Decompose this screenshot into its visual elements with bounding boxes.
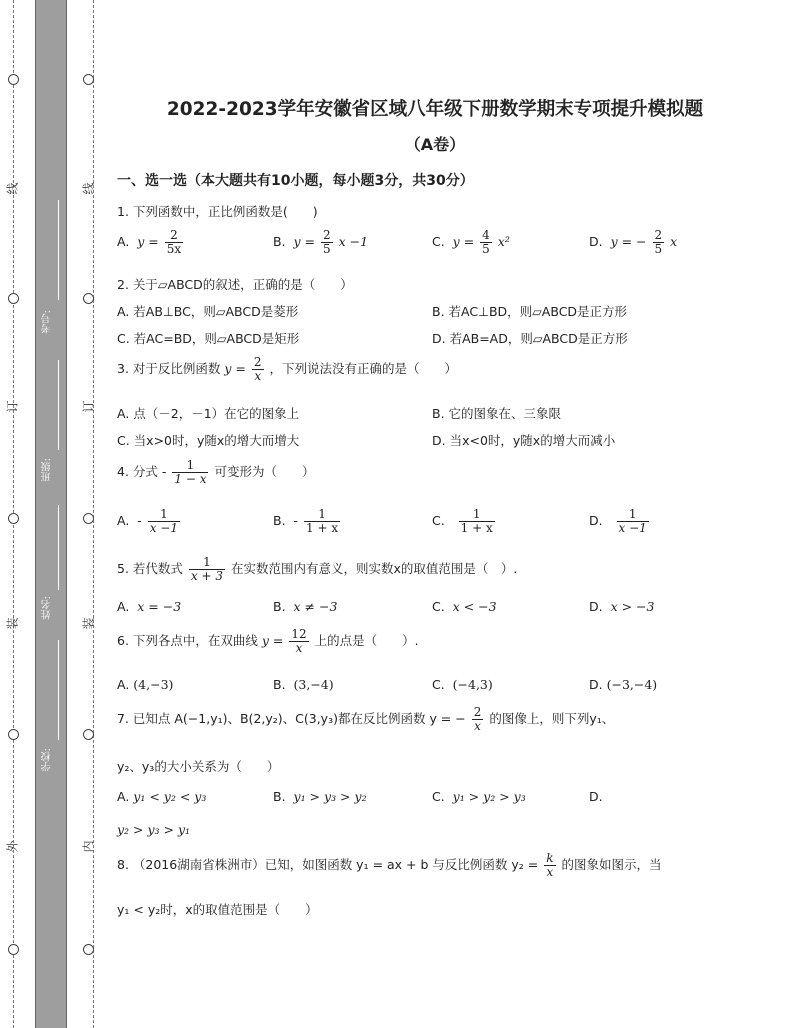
fraction xyxy=(544,852,555,879)
option-expr: y₁ > y₃ > y₂ xyxy=(293,789,367,804)
q3-option-a[interactable]: A. 点（－2，－1）在它的图象上 xyxy=(117,406,300,421)
stem-text: 7. 已知点 A(−1,y₁)、B(2,y₂)、C(3,y₃)都在反比例函数 y = − xyxy=(117,711,466,726)
margin-char: 内 xyxy=(81,840,96,853)
margin-char: 订 xyxy=(5,400,20,413)
fraction xyxy=(165,229,183,256)
q2-option-b[interactable]: B. 若AC⊥BD，则▱ABCD是正方形 xyxy=(432,304,628,319)
option-label: C. xyxy=(432,234,445,249)
numerator: 2 xyxy=(165,229,183,243)
fraction xyxy=(653,229,665,256)
q3-option-b[interactable]: B. 它的图象在、三象限 xyxy=(432,406,562,421)
denominator: x −1 xyxy=(149,521,179,535)
stem-text: ，下列说法没有正确的是（ ） xyxy=(269,361,458,376)
stem-text: 的图像上，则下列y₁、 xyxy=(489,711,615,726)
function-name: y = xyxy=(224,361,246,376)
hole-marker xyxy=(83,74,94,85)
class-label: 班级: xyxy=(42,458,53,482)
denominator: 5x xyxy=(166,242,182,256)
option-label: A. xyxy=(117,513,130,528)
margin-char: 订 xyxy=(81,400,96,413)
page-title: 2022-2023学年安徽省区域八年级下册数学期末专项提升模拟题 xyxy=(166,99,704,120)
option-expr: x ≠ −3 xyxy=(293,599,338,614)
q7-option-a[interactable] xyxy=(117,789,206,804)
option-label: A. xyxy=(117,677,130,692)
option-expr: y = xyxy=(452,234,475,249)
option-expr: (3,−4) xyxy=(293,677,334,692)
exam-number-label: 考号: xyxy=(42,310,53,334)
question-4-stem xyxy=(117,459,314,486)
school-label: 学校: xyxy=(42,748,53,772)
stem-text: 的图象如图示，当 xyxy=(561,857,662,872)
exam-number-blank[interactable] xyxy=(58,200,59,300)
option-label: B. xyxy=(273,677,286,692)
option-expr: y = xyxy=(293,234,316,249)
hole-marker xyxy=(8,729,19,740)
q2-option-d[interactable]: D. 若AB=AD，则▱ABCD是正方形 xyxy=(432,331,628,346)
hole-marker xyxy=(83,513,94,524)
numerator: 1 xyxy=(189,556,225,570)
denominator: 5 xyxy=(654,242,663,256)
fraction xyxy=(472,706,484,733)
q4-option-a[interactable] xyxy=(117,508,182,535)
q1-option-d[interactable] xyxy=(589,229,677,256)
option-expr: x > −3 xyxy=(610,599,655,614)
q1-option-b[interactable] xyxy=(273,229,368,256)
hole-marker xyxy=(83,944,94,955)
q6-option-d[interactable] xyxy=(589,677,657,692)
q3-option-c[interactable]: C. 当x>0时，y随x的增大而增大 xyxy=(117,433,300,448)
option-expr: y₁ > y₂ > y₃ xyxy=(452,789,526,804)
stem-text: 上的点是（ ）. xyxy=(314,633,419,648)
numerator: k xyxy=(546,851,554,865)
option-expr: x² xyxy=(497,234,510,249)
numerator: 2 xyxy=(253,355,262,369)
question-2-stem: 2. 关于▱ABCD的叙述，正确的是（ ） xyxy=(117,277,353,292)
numerator: 4 xyxy=(482,228,490,242)
denominator: x + 3 xyxy=(190,569,223,583)
option-expr: y₂ > y₃ > y₁ xyxy=(117,822,191,837)
fraction xyxy=(321,229,333,256)
fraction xyxy=(189,556,225,583)
margin-char: 装 xyxy=(81,617,96,630)
q5-option-a[interactable] xyxy=(117,599,181,614)
denominator: 1 + x xyxy=(460,521,493,535)
fraction xyxy=(459,508,495,535)
denominator: 1 − x xyxy=(174,472,207,486)
option-expr: x = −3 xyxy=(137,599,182,614)
option-expr: y₁ < y₂ < y₃ xyxy=(133,789,207,804)
hole-marker xyxy=(83,293,94,304)
q1-option-a[interactable] xyxy=(117,229,185,256)
question-7-stem xyxy=(117,706,614,733)
option-label: C. xyxy=(432,789,445,804)
denominator: x xyxy=(295,641,303,655)
name-label: 姓名: xyxy=(42,596,53,620)
inner-cut-line xyxy=(93,0,94,1028)
denominator: x xyxy=(254,369,262,383)
option-expr: (4,−3) xyxy=(133,677,174,692)
q7-option-d-value xyxy=(117,822,190,837)
stem-text: 8. （2016湖南省株洲市）已知，如图函数 y₁ = ax + b 与反比例函数 y₂ = xyxy=(117,857,539,872)
numerator: 12 xyxy=(291,627,307,641)
option-label: B. xyxy=(273,599,286,614)
question-1-stem: 1. 下列函数中，正比例函数是( ) xyxy=(117,204,318,219)
q1-option-c[interactable] xyxy=(432,229,510,256)
option-expr: y = xyxy=(137,234,159,249)
stem-text: 4. 分式 - xyxy=(117,464,167,479)
q6-option-b[interactable] xyxy=(273,677,334,692)
option-expr: x < −3 xyxy=(452,599,497,614)
function-name: y = xyxy=(261,633,284,648)
option-label: D. xyxy=(589,234,603,249)
fraction xyxy=(172,459,208,486)
numerator: 1 xyxy=(148,508,180,522)
q7-option-c[interactable] xyxy=(432,789,526,804)
fraction xyxy=(304,508,340,535)
question-3-stem xyxy=(117,356,457,383)
margin-char: 线 xyxy=(5,182,20,195)
hole-marker xyxy=(8,74,19,85)
q4-option-b[interactable] xyxy=(273,508,342,535)
sign: - xyxy=(137,513,142,528)
margin-char: 外 xyxy=(5,840,20,853)
fraction xyxy=(289,628,308,655)
option-expr: (−3,−4) xyxy=(606,677,658,692)
q3-option-d[interactable]: D. 当x<0时，y随x的增大而减小 xyxy=(432,433,616,448)
denominator: x −1 xyxy=(618,521,647,535)
q5-option-b[interactable] xyxy=(273,599,337,614)
question-8-stem-line2: y₁ < y₂时，x的取值范围是（ ） xyxy=(117,902,318,917)
hole-marker xyxy=(8,944,19,955)
numerator: 1 xyxy=(304,508,340,522)
question-6-stem xyxy=(117,628,419,655)
numerator: 1 xyxy=(617,508,649,522)
option-label: D. xyxy=(589,789,603,804)
option-label: C. xyxy=(432,599,445,614)
stem-text: 5. 若代数式 xyxy=(117,561,183,576)
option-label: D. xyxy=(589,513,603,528)
question-5-stem xyxy=(117,556,517,583)
denominator: 1 + x xyxy=(306,521,339,535)
option-label: B. xyxy=(273,513,286,528)
stem-text: 在实数范围内有意义，则实数x的取值范围是（ ）. xyxy=(230,561,518,576)
denominator: x xyxy=(546,865,554,879)
q7-option-d[interactable] xyxy=(589,789,603,804)
option-label: A. xyxy=(117,599,130,614)
q6-option-c[interactable] xyxy=(432,677,493,692)
option-label: B. xyxy=(273,234,286,249)
binding-strip xyxy=(35,0,67,1028)
numerator: 2 xyxy=(654,228,663,242)
question-7-stem-line2: y₂、y₃的大小关系为（ ） xyxy=(117,759,280,774)
hole-marker xyxy=(8,513,19,524)
numerator: 1 xyxy=(459,508,495,522)
school-blank[interactable] xyxy=(58,640,59,740)
denominator: x xyxy=(474,719,481,733)
q6-option-a[interactable] xyxy=(117,677,173,692)
q4-option-c[interactable] xyxy=(432,508,497,535)
option-label: B. xyxy=(273,789,286,804)
option-label: C. xyxy=(432,677,445,692)
stem-text: 可变形为（ ） xyxy=(214,464,315,479)
option-expr: x xyxy=(670,234,678,249)
option-expr: x −1 xyxy=(338,234,369,249)
class-blank[interactable] xyxy=(58,360,59,450)
hole-marker xyxy=(8,293,19,304)
q5-option-d[interactable] xyxy=(589,599,654,614)
stem-text: 3. 对于反比例函数 xyxy=(117,361,221,376)
name-blank[interactable] xyxy=(58,505,59,590)
question-8-stem xyxy=(117,852,662,879)
stem-text: 6. 下列各点中，在双曲线 xyxy=(117,633,258,648)
option-label: D. xyxy=(589,599,603,614)
page-subtitle: （A卷） xyxy=(404,135,466,154)
option-label: D. xyxy=(589,677,603,692)
q2-option-a[interactable]: A. 若AB⊥BC，则▱ABCD是菱形 xyxy=(117,304,299,319)
fraction xyxy=(252,356,264,383)
denominator: 5 xyxy=(482,242,490,256)
numerator: 1 xyxy=(172,459,208,473)
q7-option-b[interactable] xyxy=(273,789,367,804)
fraction xyxy=(148,508,180,535)
section-heading: 一、选一选（本大题共有10小题，每小题3分，共30分） xyxy=(117,173,474,189)
fraction xyxy=(480,229,492,256)
denominator: 5 xyxy=(323,242,331,256)
option-expr: y = − xyxy=(610,234,647,249)
numerator: 2 xyxy=(473,705,482,719)
q2-option-c[interactable]: C. 若AC=BD，则▱ABCD是矩形 xyxy=(117,331,300,346)
numerator: 2 xyxy=(323,228,331,242)
q5-option-c[interactable] xyxy=(432,599,497,614)
margin-char: 线 xyxy=(81,182,96,195)
option-label: A. xyxy=(117,789,130,804)
sign: - xyxy=(293,513,299,528)
option-label: C. xyxy=(432,513,445,528)
q4-option-d[interactable] xyxy=(589,508,651,535)
hole-marker xyxy=(83,729,94,740)
fraction xyxy=(617,508,649,535)
margin-char: 装 xyxy=(5,617,20,630)
option-label: A. xyxy=(117,234,130,249)
option-expr: (−4,3) xyxy=(452,677,493,692)
